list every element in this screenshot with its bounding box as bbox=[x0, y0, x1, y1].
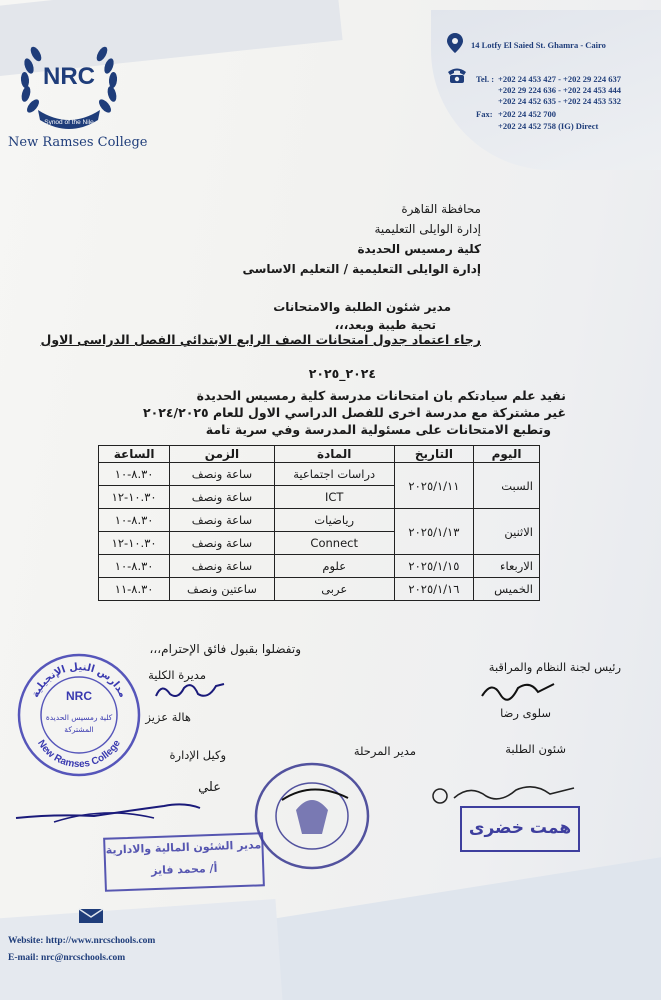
cell-time: ١٠.٣٠-١٢ bbox=[99, 486, 170, 509]
header-date: التاريخ bbox=[394, 446, 473, 463]
committee-title: رئيس لجنة النظام والمراقبة bbox=[488, 660, 621, 674]
fax-label: Fax: bbox=[476, 109, 493, 119]
website-link[interactable]: Website: http://www.nrcschools.com bbox=[8, 936, 156, 946]
cell-day: السبت bbox=[474, 463, 540, 509]
cell-time: ٨.٣٠-١٠ bbox=[99, 509, 170, 532]
students-signature bbox=[430, 778, 580, 808]
cell-duration: ساعة ونصف bbox=[170, 509, 274, 532]
committee-name: سلوى رضا bbox=[500, 706, 551, 720]
students-affairs-stamp: همت خضرى bbox=[460, 806, 580, 852]
letter-paragraph: وتطبع الامتحانات على مسئولية المدرسة وفي سرية تامة bbox=[205, 422, 551, 437]
tel-label: Tel. : bbox=[476, 74, 495, 84]
table-header-row bbox=[99, 446, 540, 463]
cell-time: ٨.٣٠-١٠ bbox=[99, 555, 170, 578]
dean-title: مديرة الكلية bbox=[148, 668, 206, 682]
college-name: New Ramses College bbox=[8, 135, 148, 150]
table-row bbox=[99, 509, 540, 532]
recipient-college: كلية رمسيس الحديدة bbox=[357, 242, 481, 256]
envelope-icon bbox=[78, 908, 104, 924]
stamp-logo-text: NRC bbox=[66, 689, 92, 703]
header-duration: الزمن bbox=[170, 446, 274, 463]
logo-ribbon: Synod of the Nile bbox=[44, 119, 94, 126]
cell-date: ٢٠٢٥/١/١١ bbox=[394, 463, 473, 509]
header-time: الساعة bbox=[99, 446, 170, 463]
dean-name: هالة عزيز bbox=[145, 710, 191, 724]
college-stamp bbox=[14, 650, 144, 780]
tel-line: +202 24 453 427 - +202 29 224 637 bbox=[498, 74, 622, 84]
vice-name: علي bbox=[198, 780, 221, 795]
cell-time: ١٠.٣٠-١٢ bbox=[99, 532, 170, 555]
cell-date: ٢٠٢٥/١/١٦ bbox=[394, 578, 473, 601]
table-row bbox=[99, 555, 540, 578]
exam-schedule-table bbox=[98, 445, 540, 601]
cell-day: الاربعاء bbox=[474, 555, 540, 578]
cell-subject: Connect bbox=[274, 532, 394, 555]
letter-paragraph: غير مشتركة مع مدرسة اخرى للفصل الدراسي الاول للعام ٢٠٢٤/٢٠٢٥ bbox=[142, 405, 566, 420]
stamp-line: مدير الشئون المالية والادارية bbox=[105, 838, 262, 857]
location-pin-icon bbox=[446, 32, 464, 54]
recipient-directorate: إدارة الوايلى التعليمية bbox=[374, 222, 481, 236]
stamp-mid-line: المشتركة bbox=[64, 725, 94, 734]
table-row bbox=[99, 463, 540, 486]
fax-line: +202 24 452 700 bbox=[498, 109, 556, 119]
letter-addressee: مدير شئون الطلبة والامتحانات bbox=[273, 300, 451, 314]
tel-line: +202 24 452 635 - +202 24 453 532 bbox=[498, 96, 622, 106]
college-logo bbox=[14, 34, 124, 134]
cell-subject: ICT bbox=[274, 486, 394, 509]
ministry-stamp bbox=[252, 760, 372, 872]
cell-time: ٨.٣٠-١١ bbox=[99, 578, 170, 601]
letter-subject-year: ٢٠٢٤_٢٠٢٥ bbox=[308, 366, 376, 381]
cell-duration: ساعة ونصف bbox=[170, 486, 274, 509]
header-subject: المادة bbox=[274, 446, 394, 463]
logo-text: NRC bbox=[43, 63, 95, 90]
stamp-arc-bottom: New Ramses College bbox=[35, 738, 123, 771]
recipient-governorate: محافظة القاهرة bbox=[401, 202, 481, 216]
dean-signature bbox=[150, 678, 230, 704]
header-day: اليوم bbox=[474, 446, 540, 463]
letter-subject: رجاء اعتماد جدول امتحانات الصف الرابع الابتدائي الفصل الدراسى الاول bbox=[40, 332, 481, 347]
cell-day: الاثنين bbox=[474, 509, 540, 555]
recipient-department: إدارة الوايلى التعليمية / التعليم الاساسى bbox=[242, 262, 481, 276]
stage-title: مدير المرحلة bbox=[353, 744, 416, 758]
stamp-mid-line: كلية رمسيس الحديدة bbox=[45, 713, 113, 722]
cell-day: الخميس bbox=[474, 578, 540, 601]
committee-signature bbox=[478, 676, 558, 704]
cell-subject: علوم bbox=[274, 555, 394, 578]
table-row bbox=[99, 578, 540, 601]
stamp-arc-top: مدارس النيل الإنجيلية bbox=[29, 661, 129, 700]
vice-signature bbox=[14, 796, 204, 826]
letter-paragraph: نفيد علم سيادتكم بان امتحانات مدرسة كلية رمسيس الحديدة bbox=[196, 388, 566, 403]
cell-date: ٢٠٢٥/١/١٥ bbox=[394, 555, 473, 578]
cell-duration: ساعة ونصف bbox=[170, 532, 274, 555]
finance-admin-stamp bbox=[103, 832, 265, 892]
cell-date: ٢٠٢٥/١/١٣ bbox=[394, 509, 473, 555]
email-link[interactable]: E-mail: nrc@nrcschools.com bbox=[8, 953, 126, 963]
cell-time: ٨.٣٠-١٠ bbox=[99, 463, 170, 486]
students-affairs-title: شئون الطلبة bbox=[505, 742, 566, 756]
cell-subject: عربى bbox=[274, 578, 394, 601]
vice-title: وكيل الإدارة bbox=[169, 748, 226, 762]
cell-duration: ساعة ونصف bbox=[170, 463, 274, 486]
cell-duration: ساعتين ونصف bbox=[170, 578, 274, 601]
address: 14 Lotfy El Saied St. Ghamra - Cairo bbox=[471, 40, 606, 50]
letter-closing: وتفضلوا بقبول فائق الإحترام،،، bbox=[149, 642, 301, 656]
cell-subject: دراسات اجتماعية bbox=[274, 463, 394, 486]
stamp-line: أ/ محمد فايز bbox=[150, 861, 218, 878]
telephone-icon bbox=[446, 66, 468, 84]
letter-greeting: تحية طيبة وبعد،،، bbox=[334, 318, 436, 332]
tel-line: +202 29 224 636 - +202 24 453 444 bbox=[498, 85, 622, 95]
decor-band bbox=[0, 899, 284, 1000]
cell-duration: ساعة ونصف bbox=[170, 555, 274, 578]
cell-subject: رياضيات bbox=[274, 509, 394, 532]
fax-line: +202 24 452 758 (IG) Direct bbox=[498, 121, 599, 131]
